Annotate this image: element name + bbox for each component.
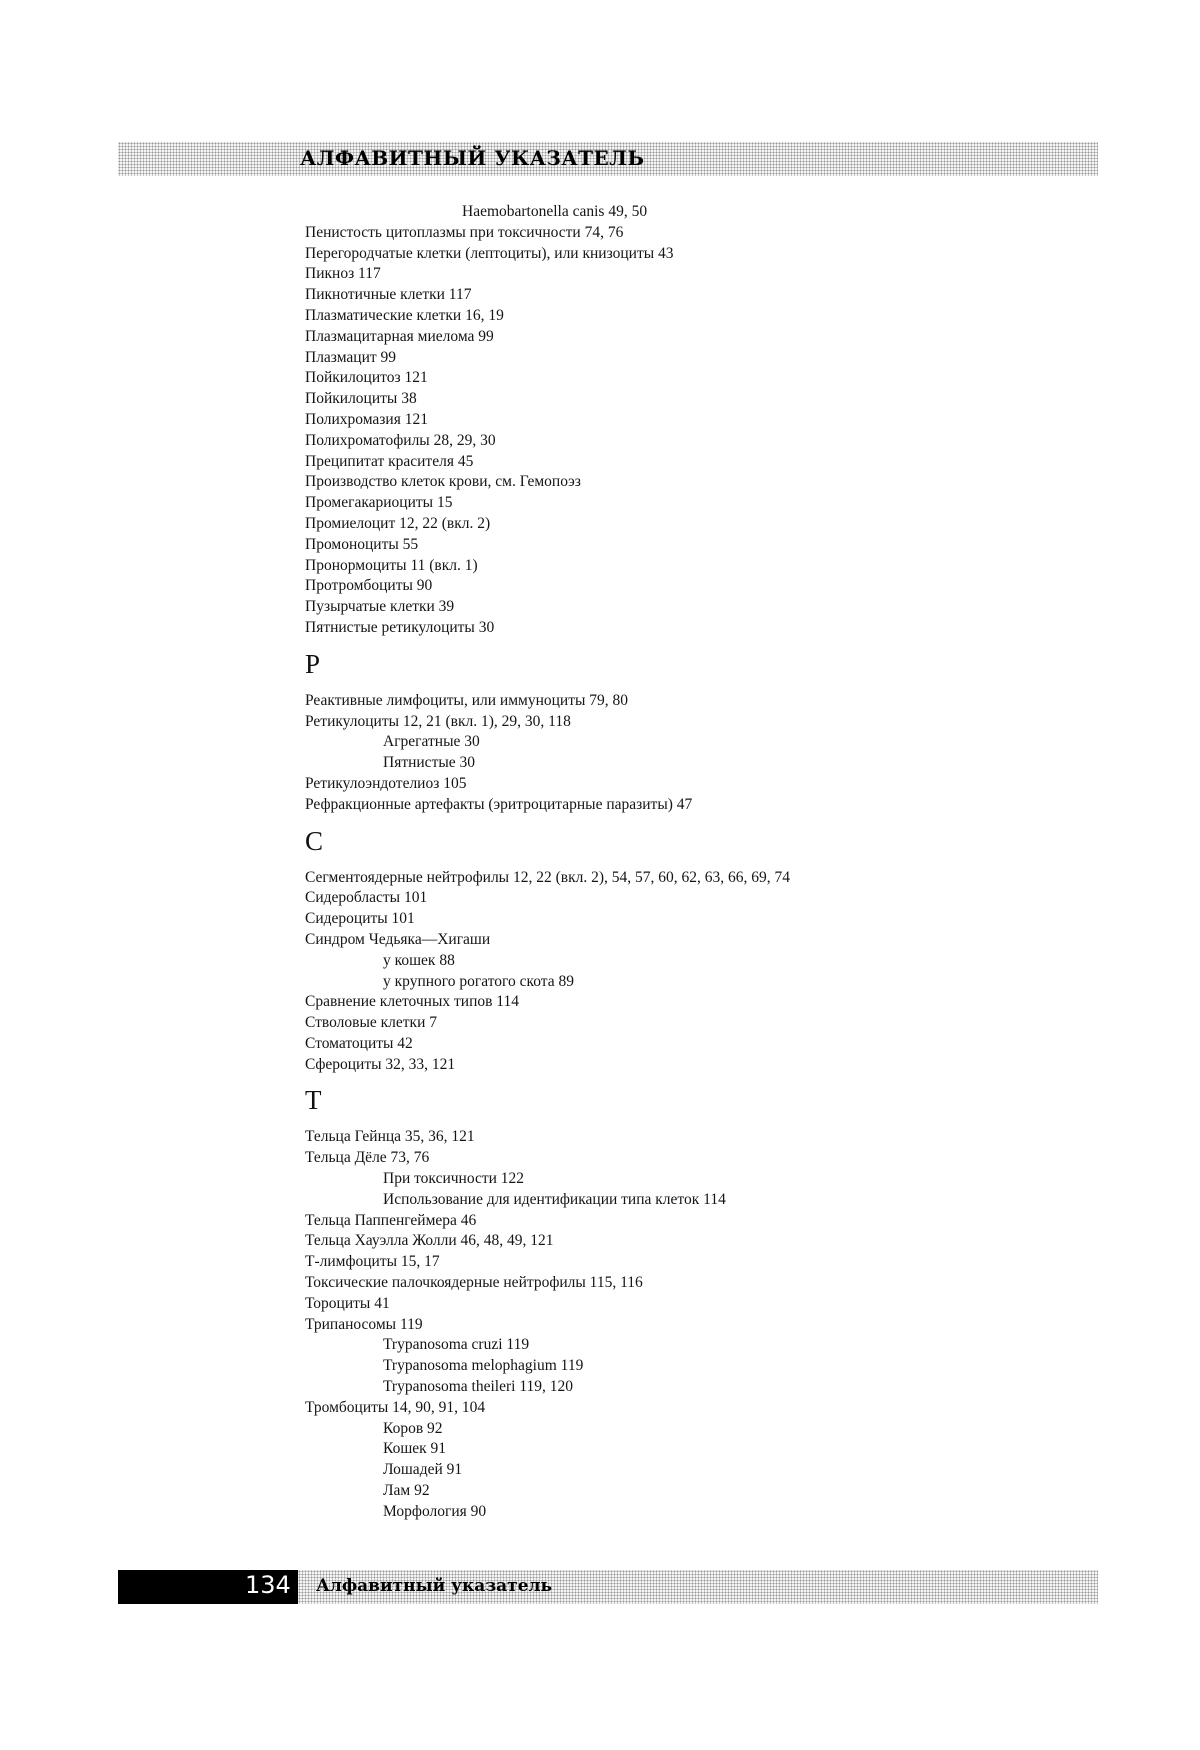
index-subentry: Лошадей 91 <box>383 1461 463 1479</box>
index-entry: Полихроматофилы 28, 29, 30 <box>305 431 496 449</box>
index-entry: Перегородчатые клетки (лептоциты), или книзоциты 43 <box>305 244 674 262</box>
index-entry: Плазмацит 99 <box>305 348 397 366</box>
index-entry: Пикноз 117 <box>305 265 381 283</box>
index-list-s <box>305 868 1125 1076</box>
running-footer-title: Алфавитный указатель <box>316 1576 553 1596</box>
index-subentry: Коров 92 <box>383 1419 443 1437</box>
index-subentry: Агрегатные 30 <box>383 733 480 751</box>
index-entry: Тельца Гейнца 35, 36, 121 <box>305 1128 475 1146</box>
index-entry: Пузырчатые клетки 39 <box>305 598 455 616</box>
index-entry: Пикнотичные клетки 117 <box>305 286 472 304</box>
index-subentry: Trypanosoma cruzi 119 <box>383 1336 530 1354</box>
index-entry: Сегментоядерные нейтрофилы 12, 22 (вкл. 2), 54, 57, 60, 62, 63, 66, 69, 74 <box>305 868 791 886</box>
index-entry: Реактивные лимфоциты, или иммуноциты 79, 80 <box>305 691 629 709</box>
index-entry: Ретикулоциты 12, 21 (вкл. 1), 29, 30, 118 <box>305 712 571 730</box>
index-entry: Тельца Хауэлла Жолли 46, 48, 49, 121 <box>305 1232 554 1250</box>
section-letter-s: С <box>305 825 324 856</box>
index-entry: Плазматические клетки 16, 19 <box>305 306 504 324</box>
index-entry: Сидеробласты 101 <box>305 889 428 907</box>
index-entry: Плазмацитарная миелома 99 <box>305 327 494 345</box>
index-subentry: Лам 92 <box>383 1482 430 1500</box>
index-entry: Пронормоциты 11 (вкл. 1) <box>305 556 478 574</box>
index-entry: Промоноциты 55 <box>305 535 419 553</box>
index-list-t <box>305 1127 1125 1522</box>
index-subentry: Использование для идентификации типа клеток 114 <box>383 1190 726 1208</box>
alphabetical-index <box>305 202 1125 1523</box>
index-entry: Тельца Дёле 73, 76 <box>305 1149 430 1167</box>
index-entry: Ретикулоэндотелиоз 105 <box>305 774 467 792</box>
index-entry: Промиелоцит 12, 22 (вкл. 2) <box>305 514 491 532</box>
index-entry: Токсические палочкоядерные нейтрофилы 115, 116 <box>305 1274 643 1292</box>
index-entry: Пойкилоциты 38 <box>305 390 417 408</box>
index-entry: Производство клеток крови, см. Гемопоэз <box>305 473 581 491</box>
index-entry: Тельца Паппенгеймера 46 <box>305 1211 477 1229</box>
index-subentry: Морфология 90 <box>383 1502 487 1520</box>
index-entry: Стволовые клетки 7 <box>305 1014 438 1032</box>
page-number: 134 <box>245 1571 291 1599</box>
index-subentry: Пятнистые 30 <box>383 754 476 772</box>
index-list-r <box>305 691 1125 816</box>
index-entry: Сфероциты 32, 33, 121 <box>305 1055 456 1073</box>
index-entry: Пенистость цитоплазмы при токсичности 74, 76 <box>305 223 624 241</box>
index-entry: Haemobartonella canis 49, 50 <box>462 203 648 220</box>
index-subentry: Кошек 91 <box>383 1440 447 1458</box>
section-letter-r: Р <box>305 648 321 679</box>
index-entry: Промегакариоциты 15 <box>305 494 453 512</box>
index-entry: Протромбоциты 90 <box>305 577 433 595</box>
index-entry: Полихромазия 121 <box>305 410 428 428</box>
index-entry: Синдром Чедьяка—Хигаши <box>305 930 491 948</box>
index-entry: Сидероциты 101 <box>305 910 415 928</box>
index-entry: Тороциты 41 <box>305 1294 390 1312</box>
index-subentry: у кошек 88 <box>383 951 455 969</box>
index-subentry: у крупного рогатого скота 89 <box>383 972 575 990</box>
index-subentry: При токсичности 122 <box>383 1170 525 1188</box>
index-entry: Трипаносомы 119 <box>305 1315 423 1333</box>
index-entry: Преципитат красителя 45 <box>305 452 474 470</box>
index-list-p-continued <box>305 202 1125 639</box>
index-entry: Тромбоциты 14, 90, 91, 104 <box>305 1398 486 1416</box>
index-entry: Пятнистые ретикулоциты 30 <box>305 618 495 636</box>
index-entry: Сравнение клеточных типов 114 <box>305 993 519 1011</box>
index-entry: Стоматоциты 42 <box>305 1034 413 1052</box>
index-entry: Т-лимфоциты 15, 17 <box>305 1253 440 1271</box>
index-entry: Пойкилоцитоз 121 <box>305 369 428 387</box>
index-entry: Рефракционные артефакты (эритроцитарные паразиты) 47 <box>305 795 693 813</box>
running-header-title: АЛФАВИТНЫЙ УКАЗАТЕЛЬ <box>300 146 645 170</box>
index-subentry: Trypanosoma melophagium 119 <box>383 1357 584 1375</box>
section-letter-t: Т <box>305 1085 322 1116</box>
index-subentry: Trypanosoma theileri 119, 120 <box>383 1378 574 1396</box>
